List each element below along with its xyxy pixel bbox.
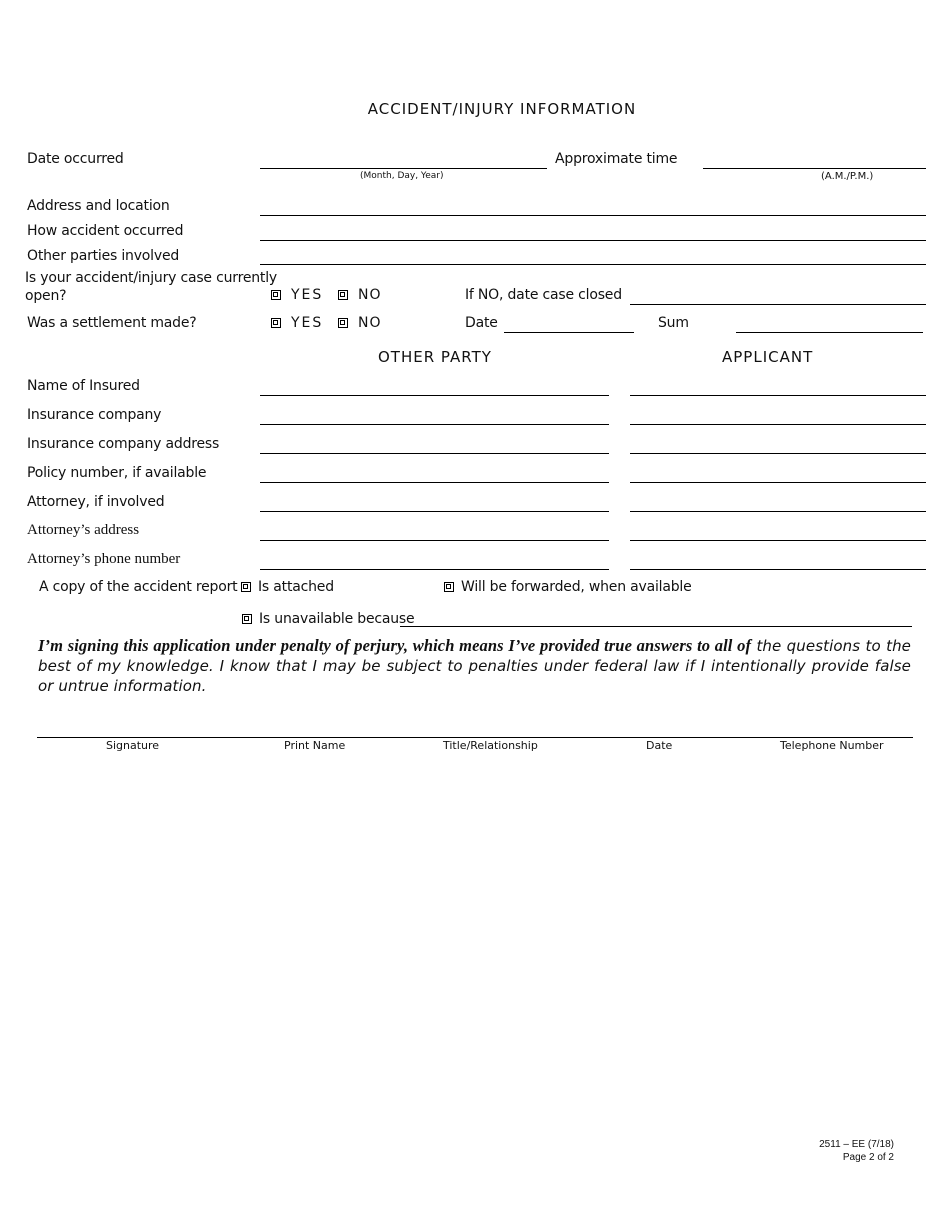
applicant-header: APPLICANT bbox=[722, 348, 814, 366]
date-occurred-field[interactable] bbox=[260, 168, 547, 169]
settlement-yes-checkbox[interactable] bbox=[271, 318, 281, 328]
other-parties-label: Other parties involved bbox=[27, 248, 180, 264]
other-party-policy-number-field[interactable] bbox=[260, 482, 609, 483]
other-party-name-of-insured-field[interactable] bbox=[260, 395, 609, 396]
date-occurred-label: Date occurred bbox=[27, 151, 124, 167]
date-caption: Date bbox=[646, 739, 673, 752]
report-attached-label: Is attached bbox=[258, 579, 334, 595]
other-party-attorney-phone-field[interactable] bbox=[260, 569, 609, 570]
page-number: Page 2 of 2 bbox=[842, 1152, 894, 1163]
case-open-label-line2: open? bbox=[25, 288, 67, 304]
case-closed-label: If NO, date case closed bbox=[465, 287, 622, 303]
report-unavailable-checkbox[interactable] bbox=[242, 614, 252, 624]
applicant-policy-number-field[interactable] bbox=[630, 482, 926, 483]
report-unavailable-label: Is unavailable because bbox=[259, 611, 415, 627]
case-open-no-label: NO bbox=[358, 287, 382, 303]
address-location-label: Address and location bbox=[27, 198, 170, 214]
approx-time-field[interactable] bbox=[703, 168, 926, 169]
applicant-attorney-address-field[interactable] bbox=[630, 540, 926, 541]
form-id: 2511 – EE (7/18) bbox=[819, 1139, 894, 1150]
case-closed-date-field[interactable] bbox=[630, 304, 926, 305]
date-occurred-hint: (Month, Day, Year) bbox=[360, 171, 444, 181]
applicant-attorney-field[interactable] bbox=[630, 511, 926, 512]
other-party-insurance-address-field[interactable] bbox=[260, 453, 609, 454]
settlement-date-field[interactable] bbox=[504, 332, 634, 333]
settlement-label: Was a settlement made? bbox=[27, 315, 197, 331]
perjury-rest-text: the questions to the best of my knowledge. I know that I may be subject to penalties under federal law if I intentionally provide false or untrue information. bbox=[38, 637, 911, 695]
signature-caption: Signature bbox=[106, 739, 160, 752]
how-occurred-label: How accident occurred bbox=[27, 223, 184, 239]
row-label-attorney: Attorney, if involved bbox=[27, 494, 165, 510]
other-party-attorney-address-field[interactable] bbox=[260, 540, 609, 541]
case-open-no-checkbox[interactable] bbox=[338, 290, 348, 300]
how-occurred-field[interactable] bbox=[260, 240, 926, 241]
address-location-field[interactable] bbox=[260, 215, 926, 216]
approx-time-hint: (A.M./P.M.) bbox=[821, 171, 874, 182]
settlement-no-label: NO bbox=[358, 315, 382, 331]
accident-report-label: A copy of the accident report bbox=[39, 579, 238, 595]
report-attached-checkbox[interactable] bbox=[241, 582, 251, 592]
other-party-attorney-field[interactable] bbox=[260, 511, 609, 512]
report-forwarded-checkbox[interactable] bbox=[444, 582, 454, 592]
page-footer bbox=[819, 1138, 894, 1164]
settlement-no-checkbox[interactable] bbox=[338, 318, 348, 328]
row-label-name-of-insured: Name of Insured bbox=[27, 378, 140, 394]
other-party-insurance-company-field[interactable] bbox=[260, 424, 609, 425]
settlement-sum-field[interactable] bbox=[736, 332, 923, 333]
row-label-policy-number: Policy number, if available bbox=[27, 465, 207, 481]
settlement-date-label: Date bbox=[465, 315, 498, 331]
other-party-header: OTHER PARTY bbox=[378, 348, 492, 366]
settlement-sum-label: Sum bbox=[658, 315, 689, 331]
case-open-label-line1: Is your accident/injury case currently bbox=[25, 270, 277, 286]
case-open-yes-checkbox[interactable] bbox=[271, 290, 281, 300]
applicant-insurance-address-field[interactable] bbox=[630, 453, 926, 454]
case-open-yes-label: YES bbox=[291, 287, 324, 303]
approx-time-label: Approximate time bbox=[555, 151, 678, 167]
report-forwarded-label: Will be forwarded, when available bbox=[461, 579, 692, 595]
applicant-name-of-insured-field[interactable] bbox=[630, 395, 926, 396]
applicant-attorney-phone-field[interactable] bbox=[630, 569, 926, 570]
perjury-statement bbox=[38, 636, 911, 696]
case-open-label bbox=[25, 269, 277, 305]
form-title: ACCIDENT/INJURY INFORMATION bbox=[367, 100, 637, 118]
report-unavailable-reason-field[interactable] bbox=[400, 626, 912, 627]
print-name-caption: Print Name bbox=[284, 739, 346, 752]
row-label-attorney-phone: Attorney’s phone number bbox=[27, 551, 181, 567]
perjury-bold-text: I’m signing this application under penalty of perjury, which means I’ve provided true answers to all of bbox=[38, 636, 752, 655]
applicant-insurance-company-field[interactable] bbox=[630, 424, 926, 425]
row-label-insurance-company-address: Insurance company address bbox=[27, 436, 220, 452]
row-label-attorney-address: Attorney’s address bbox=[27, 522, 140, 538]
title-relationship-caption: Title/Relationship bbox=[443, 739, 538, 752]
telephone-caption: Telephone Number bbox=[780, 739, 884, 752]
signature-line[interactable] bbox=[37, 737, 913, 738]
row-label-insurance-company: Insurance company bbox=[27, 407, 162, 423]
settlement-yes-label: YES bbox=[291, 315, 324, 331]
other-parties-field[interactable] bbox=[260, 264, 926, 265]
